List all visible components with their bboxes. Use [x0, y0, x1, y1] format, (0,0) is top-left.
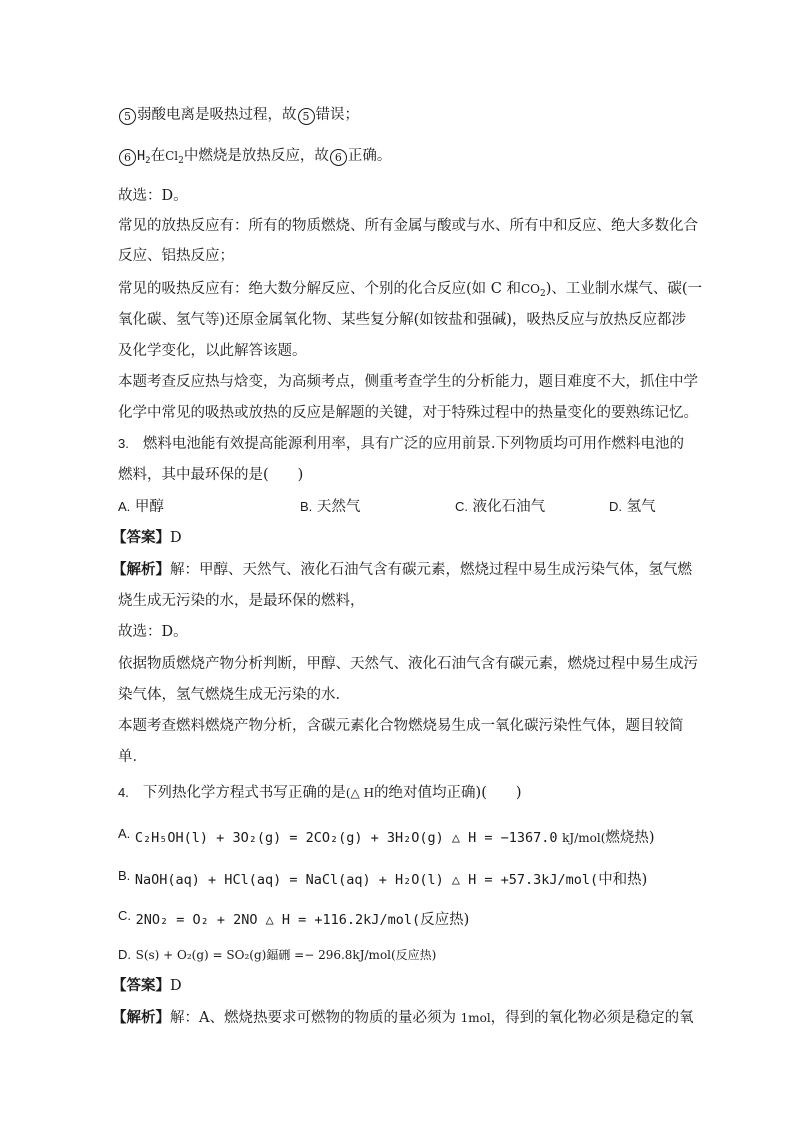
line-item6 [118, 146, 391, 171]
circled-number: 6 [330, 149, 347, 166]
answer-line: 【答案】D [112, 529, 182, 546]
text-line: 氧化碳、氢气等)还原金属氧化物、某些复分解(如铵盐和强碱)，吸热反应与放热反应都涉 [118, 312, 686, 328]
text-line: 常见的放热反应有：所有的物质燃烧、所有金属与酸或与水、所有中和反应、绝大多数化合 [118, 218, 698, 234]
question-3-stem-cont: 燃料，其中最环保的是( ) [118, 467, 304, 483]
question-number: 3. [118, 436, 129, 451]
text-line: 染气体，氢气燃烧生成无污染的水． [118, 687, 350, 703]
text: 弱酸电离是吸热过程，故 [137, 107, 297, 123]
text-line: 烧生成无污染的水，是最环保的燃料， [118, 593, 365, 609]
formula-co2: $CO_2$ [520, 282, 546, 299]
option-b: B. 天然气 [300, 499, 361, 515]
text-line: 本题考查燃料燃烧产物分析，含碳元素化合物燃烧易生成一氧化碳污染性气体，题目较简 [118, 718, 684, 734]
circled-number: 5 [119, 108, 136, 125]
question-4-stem: 4. 下列热化学方程式书写正确的是(△ H的绝对值均正确)( ) [118, 785, 522, 801]
circled-number: 6 [119, 149, 136, 166]
analysis-line: 【解析】解：甲醇、天然气、液化石油气含有碳元素，燃烧过程中易生成污染气体，氢气燃 [112, 561, 692, 578]
option-b-equation: B. NaOH(aq) + HCl(aq) = NaCl(aq) + H₂O(l) △ H = +57.3kJ/mol(中和热) [118, 868, 648, 888]
text-line: 及化学变化，以此解答该题。 [118, 343, 307, 359]
line-item5 [118, 105, 359, 125]
conclusion-line: 故选：D。 [118, 624, 188, 640]
text: 中燃烧是放热反应，故 [183, 148, 329, 164]
text-line: 依据物质燃烧产物分析判断，甲醇、天然气、液化石油气含有碳元素，燃烧过程中易生成污 [118, 656, 698, 672]
conclusion-line: 故选：D。 [118, 188, 188, 204]
answer-line: 【答案】D [112, 977, 182, 994]
option-a: A. 甲醇 [118, 499, 164, 515]
text: 错误； [315, 107, 359, 123]
option-c-equation: C. 2NO₂ = O₂ + 2NO △ H = +116.2kJ/mol(反应热) [118, 908, 470, 928]
text: 在 [150, 148, 166, 164]
option-d: D. 氢气 [609, 499, 656, 515]
option-d-equation: D. S(s) + O₂(g) = SO₂(g)鍢硎 =− 296.8kJ/mol(反应热) [118, 947, 437, 962]
analysis-line: 【解析】解：A、燃烧热要求可燃物的物质的量必须为 1mol，得到的氧化物必须是稳定的氧 [112, 1009, 694, 1026]
text-line: 反应、铝热反应； [118, 248, 234, 264]
formula-h2: $H_2$ [137, 148, 151, 166]
text: 正确。 [347, 148, 392, 164]
circled-number: 5 [298, 108, 315, 125]
text-line: 本题考查反应热与焓变，为高频考点，侧重考查学生的分析能力，题目难度不大，抓住中学 [118, 374, 698, 390]
text-line: 化学中常见的吸热或放热的反应是解题的关键，对于特殊过程中的热量变化的要熟练记忆。 [118, 405, 698, 421]
text-line: 单． [118, 749, 147, 765]
option-c: C. 液化石油气 [455, 499, 546, 515]
question-number: 4. [118, 785, 129, 800]
text-line: 常见的吸热反应有：绝大数分解反应、个别的化合反应(如 C 和$CO_2$)、工业制水煤气、碳(一 [118, 281, 703, 299]
option-a-equation: A. C₂H₅OH(l) + 3O₂(g) = 2CO₂(g) + 3H₂O(g) △ H = −1367.0 kJ/mol(燃烧热) [118, 826, 655, 846]
question-3-stem: 3. 燃料电池能有效提高能源利用率，具有广泛的应用前景.下列物质均可用作燃料电池的 [118, 436, 684, 452]
formula-cl2: $Cl_2$ [165, 149, 184, 166]
